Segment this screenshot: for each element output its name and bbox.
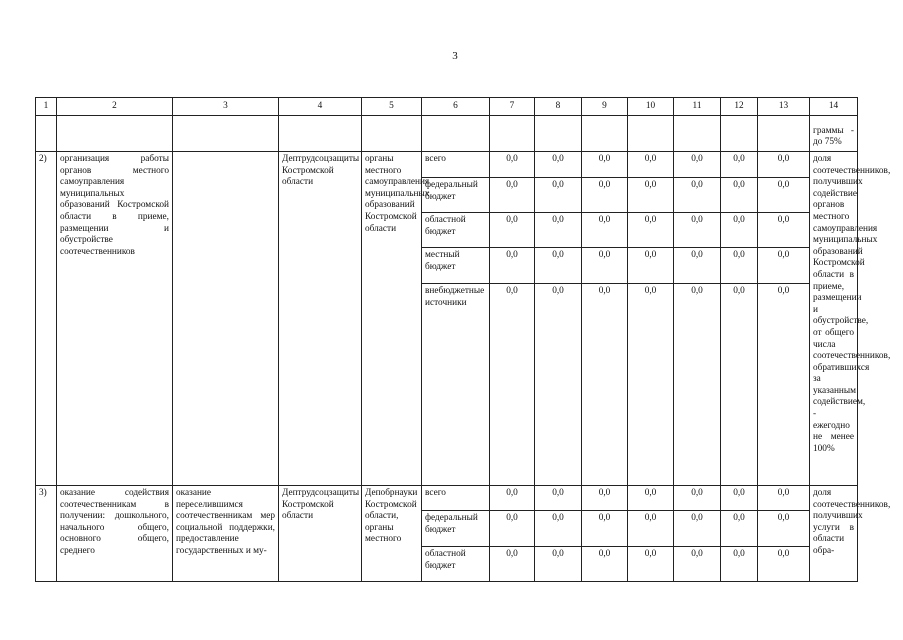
table-cell (674, 116, 721, 152)
value-cell: 0,0 (490, 178, 535, 213)
header-cell: 6 (422, 98, 490, 116)
value-cell: 0,0 (582, 178, 628, 213)
value-cell: 0,0 (582, 511, 628, 547)
header-cell: 9 (582, 98, 628, 116)
funding-source: внебюджетные источники (422, 284, 490, 486)
value-cell: 0,0 (628, 511, 674, 547)
value-cell: 0,0 (758, 152, 810, 178)
value-cell: 0,0 (582, 547, 628, 582)
value-cell: 0,0 (721, 152, 758, 178)
table-cell (362, 116, 422, 152)
value-cell: 0,0 (721, 547, 758, 582)
value-cell: 0,0 (721, 178, 758, 213)
indicator-cell: доля соотечественников, получивших содействие органов местного самоуправления муниципальных образований Костромской области в приеме, размещении и обустройстве, от общего числа соотечественников, обратившихся за указанным содействием, - ежегодно не менее 100% (810, 152, 858, 486)
responsible-cell: Дептрудсоцзащиты Костромской области (279, 152, 362, 486)
measure-cell: оказание переселившимся соотечественникам мер социальной поддержки, предоставление государственных и му- (173, 486, 279, 582)
table-cell (721, 116, 758, 152)
table-cell (582, 116, 628, 152)
header-cell: 10 (628, 98, 674, 116)
row-number: 2) (36, 152, 57, 486)
table-cell (535, 116, 582, 152)
value-cell: 0,0 (758, 213, 810, 248)
value-cell: 0,0 (490, 511, 535, 547)
value-cell: 0,0 (758, 284, 810, 486)
value-cell: 0,0 (535, 284, 582, 486)
value-cell: 0,0 (535, 511, 582, 547)
value-cell: 0,0 (721, 284, 758, 486)
header-cell: 14 (810, 98, 858, 116)
value-cell: 0,0 (582, 486, 628, 511)
indicator-cell: доля соотечественников, получивших услуги в области обра- (810, 486, 858, 582)
funding-source: всего (422, 152, 490, 178)
value-cell: 0,0 (674, 284, 721, 486)
value-cell: 0,0 (490, 248, 535, 284)
value-cell: 0,0 (721, 213, 758, 248)
value-cell: 0,0 (628, 547, 674, 582)
measure-cell (173, 152, 279, 486)
header-cell: 11 (674, 98, 721, 116)
value-cell: 0,0 (758, 547, 810, 582)
indicator-cell: граммы - до 75% (810, 116, 858, 152)
table-cell (490, 116, 535, 152)
table-cell (279, 116, 362, 152)
activity-cell: оказание содействия соотечественникам в получении: дошкольного, начального общего, основного общего, среднего (57, 486, 173, 582)
value-cell: 0,0 (582, 248, 628, 284)
value-cell: 0,0 (758, 511, 810, 547)
funding-source: федеральный бюджет (422, 178, 490, 213)
value-cell: 0,0 (582, 152, 628, 178)
value-cell: 0,0 (721, 486, 758, 511)
table-cell (758, 116, 810, 152)
responsible-cell: Дептрудсоцзащиты Костромской области (279, 486, 362, 582)
value-cell: 0,0 (721, 248, 758, 284)
header-cell: 8 (535, 98, 582, 116)
header-cell: 5 (362, 98, 422, 116)
value-cell: 0,0 (490, 213, 535, 248)
value-cell: 0,0 (582, 213, 628, 248)
value-cell: 0,0 (535, 547, 582, 582)
value-cell: 0,0 (674, 152, 721, 178)
value-cell: 0,0 (628, 213, 674, 248)
funding-source: всего (422, 486, 490, 511)
table-row (36, 486, 858, 511)
value-cell: 0,0 (628, 284, 674, 486)
funding-source: местный бюджет (422, 248, 490, 284)
table-cell (173, 116, 279, 152)
header-cell: 3 (173, 98, 279, 116)
row-number: 3) (36, 486, 57, 582)
value-cell: 0,0 (490, 284, 535, 486)
program-table (35, 97, 891, 582)
header-cell: 12 (721, 98, 758, 116)
funding-source: областной бюджет (422, 213, 490, 248)
value-cell: 0,0 (535, 248, 582, 284)
table-row (36, 152, 858, 178)
value-cell: 0,0 (758, 178, 810, 213)
header-cell: 4 (279, 98, 362, 116)
value-cell: 0,0 (535, 178, 582, 213)
value-cell: 0,0 (490, 152, 535, 178)
value-cell: 0,0 (758, 486, 810, 511)
value-cell: 0,0 (490, 547, 535, 582)
value-cell: 0,0 (535, 152, 582, 178)
header-cell: 7 (490, 98, 535, 116)
header-row (36, 98, 858, 116)
activity-cell: организация работы органов местного самоуправления муниципальных образований Костромской области в приеме, размещении и обустройстве соотечественников (57, 152, 173, 486)
value-cell: 0,0 (758, 248, 810, 284)
header-cell: 2 (57, 98, 173, 116)
value-cell: 0,0 (628, 486, 674, 511)
value-cell: 0,0 (535, 486, 582, 511)
table-cell (57, 116, 173, 152)
value-cell: 0,0 (582, 284, 628, 486)
header-cell: 1 (36, 98, 57, 116)
funding-source: федеральный бюджет (422, 511, 490, 547)
value-cell: 0,0 (674, 486, 721, 511)
value-cell: 0,0 (674, 547, 721, 582)
table-cell (628, 116, 674, 152)
header-cell: 13 (758, 98, 810, 116)
table-cell (422, 116, 490, 152)
value-cell: 0,0 (674, 248, 721, 284)
value-cell: 0,0 (628, 248, 674, 284)
value-cell: 0,0 (721, 511, 758, 547)
table-cell (36, 116, 57, 152)
value-cell: 0,0 (535, 213, 582, 248)
value-cell: 0,0 (674, 511, 721, 547)
coexecutor-cell: Депобрнауки Костромской области, органы местного (362, 486, 422, 582)
coexecutor-cell: органы местного самоуправления муниципальных образований Костромской области (362, 152, 422, 486)
value-cell: 0,0 (674, 178, 721, 213)
value-cell: 0,0 (628, 152, 674, 178)
funding-source: областной бюджет (422, 547, 490, 582)
page-number: 3 (452, 50, 458, 62)
value-cell: 0,0 (674, 213, 721, 248)
value-cell: 0,0 (628, 178, 674, 213)
value-cell: 0,0 (490, 486, 535, 511)
continuation-row (36, 116, 858, 152)
